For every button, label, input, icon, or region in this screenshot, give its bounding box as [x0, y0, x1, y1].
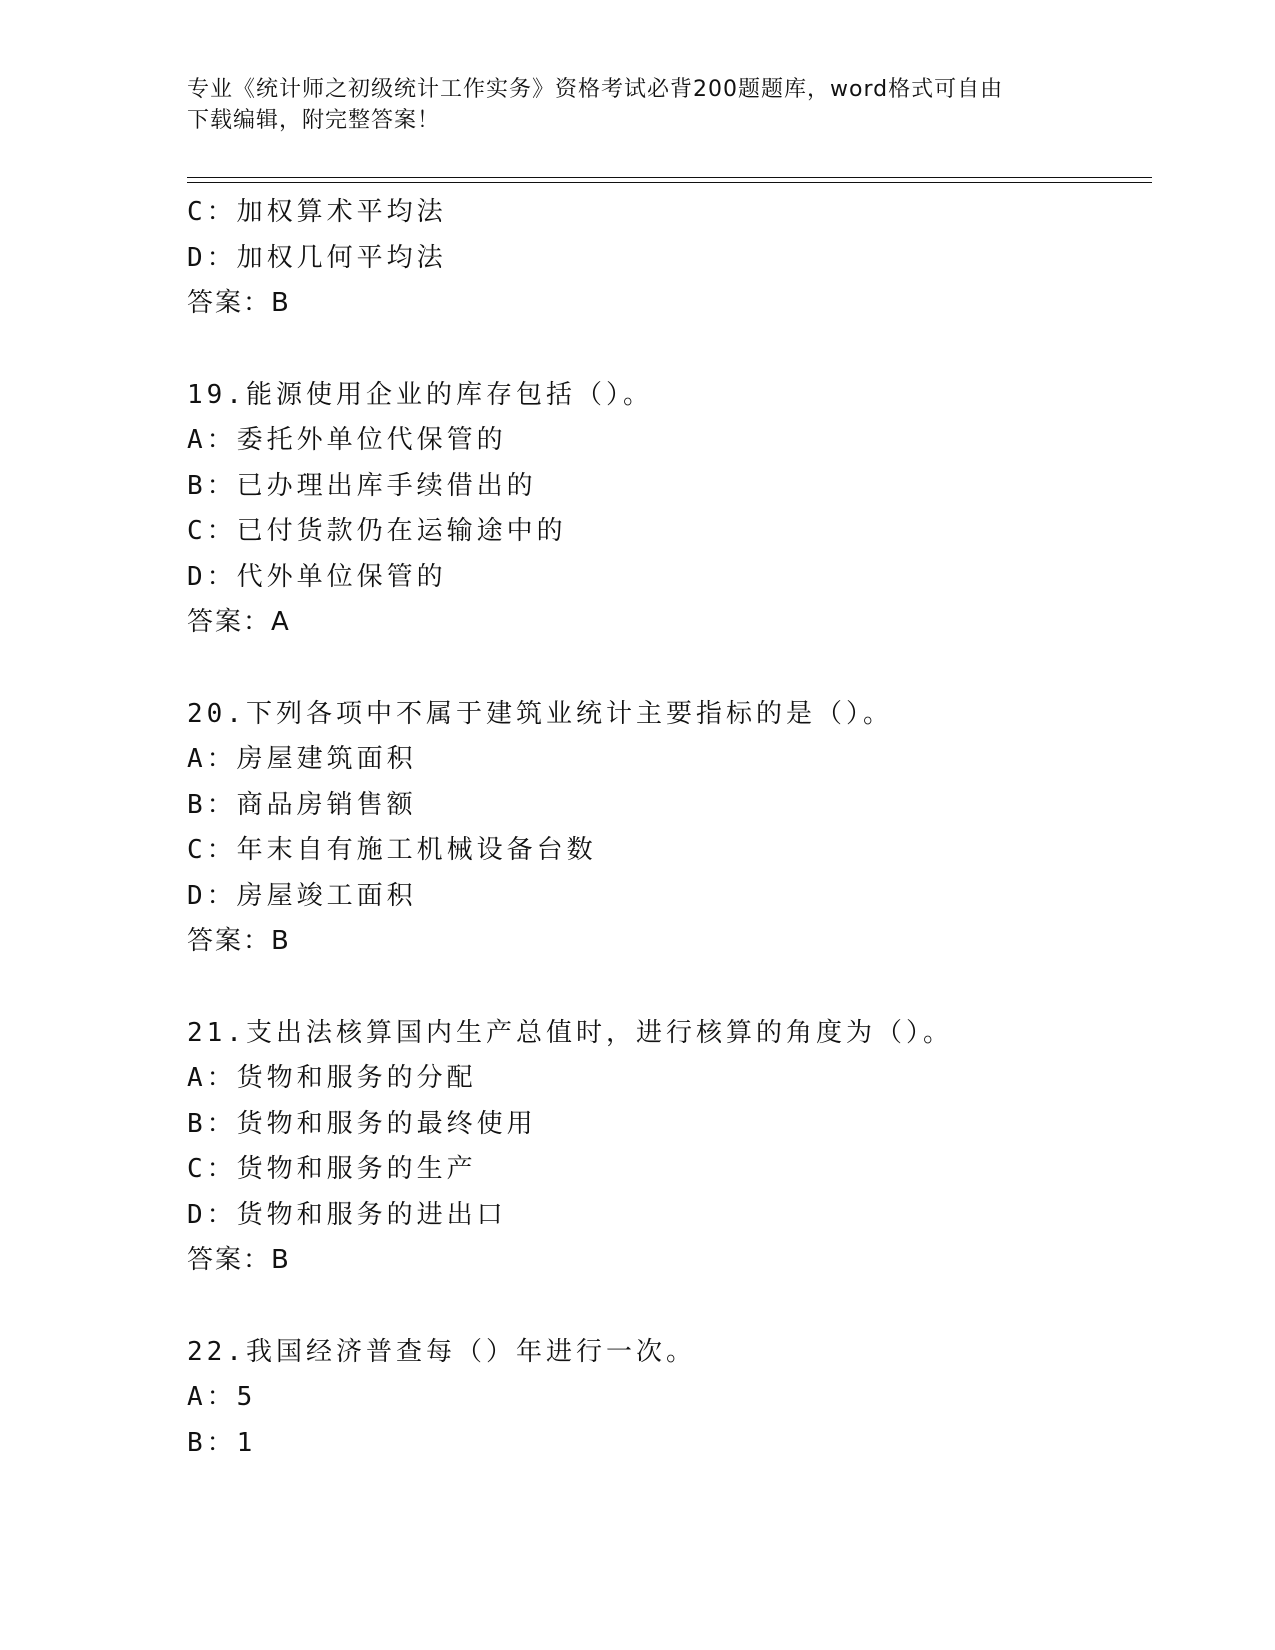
option-d: [187, 874, 1147, 920]
option-label: C：: [187, 835, 237, 865]
option-label: A：: [187, 744, 237, 774]
option-text: 已付货款仍在运输途中的: [236, 516, 567, 546]
option-text: 房屋竣工面积: [236, 880, 417, 911]
option-b: [187, 1421, 1147, 1467]
answer-line: 答案：A: [187, 607, 291, 637]
answer-line: 答案：B: [187, 288, 291, 318]
prev-question-block: [187, 190, 1147, 327]
option-text: 货物和服务的进出口: [236, 1199, 507, 1230]
option-text: 货物和服务的最终使用: [236, 1108, 537, 1139]
question-stem: 21.支出法核算国内生产总值时，进行核算的角度为（）。: [187, 1017, 953, 1048]
question-stem: 20.下列各项中不属于建筑业统计主要指标的是（）。: [187, 698, 893, 729]
question-20: [187, 692, 1147, 965]
option-c: [187, 190, 1147, 236]
option-text: 委托外单位代保管的: [236, 425, 507, 455]
question-22: [187, 1330, 1147, 1467]
option-text: 房屋建筑面积: [236, 744, 417, 774]
question-19: [187, 373, 1147, 646]
question-list: [187, 190, 1147, 1466]
option-a: [187, 418, 1147, 464]
option-b: [187, 1102, 1147, 1148]
option-label: A：: [187, 1063, 237, 1093]
option-text: 年末自有施工机械设备台数: [236, 835, 597, 865]
option-c: [187, 1147, 1147, 1193]
header-line-1: 专业《统计师之初级统计工作实务》资格考试必背200题题库，word格式可自由: [187, 77, 1004, 102]
option-text: 5: [236, 1382, 257, 1412]
answer-line: 答案：B: [187, 1245, 291, 1275]
answer-line: 答案：B: [187, 926, 291, 956]
option-b: [187, 464, 1147, 510]
header-divider-top: [187, 177, 1152, 178]
option-label: B：: [187, 789, 237, 820]
option-label: C：: [187, 1154, 237, 1184]
option-label: C：: [187, 516, 237, 546]
option-label: A：: [187, 1382, 237, 1412]
option-c: [187, 509, 1147, 555]
option-a: [187, 1056, 1147, 1102]
question-21: [187, 1011, 1147, 1284]
header-divider-bottom: [187, 182, 1152, 183]
option-text: 已办理出库手续借出的: [236, 470, 537, 501]
option-d: [187, 236, 1147, 282]
option-label: D：: [187, 242, 237, 273]
question-stem: 19.能源使用企业的库存包括（）。: [187, 379, 653, 410]
option-label: A：: [187, 425, 237, 455]
option-label: D：: [187, 1199, 237, 1230]
header-line-2: 下载编辑，附完整答案！: [187, 108, 441, 133]
option-text: 代外单位保管的: [236, 561, 447, 592]
question-stem: 22.我国经济普查每（）年进行一次。: [187, 1336, 696, 1367]
option-label: D：: [187, 880, 237, 911]
option-text: 商品房销售额: [236, 789, 417, 820]
option-text: 货物和服务的分配: [236, 1063, 477, 1093]
option-d: [187, 555, 1147, 601]
option-label: B：: [187, 1108, 237, 1139]
option-a: [187, 737, 1147, 783]
option-label: B：: [187, 1427, 237, 1458]
option-text: 加权几何平均法: [236, 242, 447, 273]
option-text: 加权算术平均法: [236, 197, 447, 227]
option-text: 1: [236, 1427, 257, 1458]
option-label: D：: [187, 561, 237, 592]
option-d: [187, 1193, 1147, 1239]
document-header: [187, 74, 1067, 136]
option-label: B：: [187, 470, 237, 501]
option-b: [187, 783, 1147, 829]
option-label: C：: [187, 197, 237, 227]
option-text: 货物和服务的生产: [236, 1154, 477, 1184]
option-c: [187, 828, 1147, 874]
option-a: [187, 1375, 1147, 1421]
